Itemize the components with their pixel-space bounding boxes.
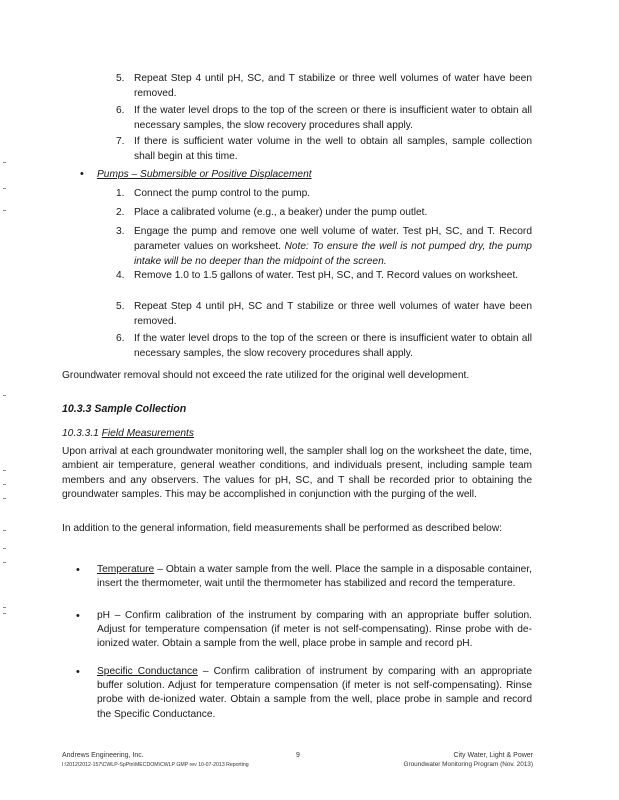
step-text-main: Engage the pump and remove one well volume of water. Test pH, SC, and T. Record parameter values on worksheet. [134,226,532,252]
removal-note: Groundwater removal should not exceed the rate utilized for the original well development. [62,370,470,381]
step-number: 1. [116,188,125,199]
scan-mark [3,470,6,471]
scan-mark [3,395,6,396]
footer-page-number: 9 [296,752,300,759]
bullet-icon: • [76,666,80,678]
bullet-icon: • [80,168,84,180]
scan-mark [3,607,6,608]
measurement-item [97,563,532,591]
step-text: If the water level drops to the top of the screen or there is insufficient water to obtain all necessary samples, the slow recovery procedures shall apply. [134,333,532,359]
bullet-icon: • [76,564,80,576]
scan-mark [3,562,6,563]
measurement-item [97,609,532,652]
scan-mark [3,210,6,211]
step-number: 4. [116,270,125,281]
step-number: 2. [116,207,125,218]
step-text: Remove 1.0 to 1.5 gallons of water. Test pH, SC, and T. Record values on worksheet. [134,270,519,281]
field-measurements-paragraph: Upon arrival at each groundwater monitoring well, the sampler shall log on the worksheet the date, time, ambient air temperature, general weather conditions, and individuals present, including sample team members and any observers. The values for pH, SC, and T shall be recorded prior to obtaining the groundwater samples. This may be accomplished in conjunction with the purging of the well. [62,446,532,501]
step-number: 3. [116,226,125,237]
footer-client: City Water, Light & Power [453,752,533,759]
subsection-heading [62,428,194,439]
footer-path: I:\2012\2012-157\CWLP-SpPtn\MECDOM\CWLP GMP rev 10-07-2013 Reporting [62,762,249,768]
step-note: Note: To ensure the well is not pumped dry, the pump intake will be no deeper than the midpoint of the screen. [134,241,532,267]
step-text: If the water level drops to the top of the screen or there is insufficient water to obtain all necessary samples, the slow recovery procedures shall apply. [134,105,532,131]
scan-mark [3,548,6,549]
scan-mark [3,484,6,485]
step-text: If there is sufficient water volume in the well to obtain all samples, sample collection shall begin at this time. [134,136,532,162]
step-text: Place a calibrated volume (e.g., a beaker) under the pump outlet. [134,207,428,218]
scan-mark [3,530,6,531]
subsection-number: 10.3.3.1 [62,428,99,439]
step-number: 6. [116,105,125,116]
step-text: Repeat Step 4 until pH, SC and T stabilize or three well volumes of water have been removed. [134,301,532,327]
subsection-title: Field Measurements [101,428,194,439]
measurement-text: – Confirm calibration of the instrument by comparing with an appropriate buffer solution. Adjust for temperature compensation (if meter is not self-compensating). Rinse probe with de-ionized water. Obtain a sample from the well, place probe in sample and record pH. [97,610,532,650]
step-text: Repeat Step 4 until pH, SC, and T stabilize or three well volumes of water have been removed. [134,73,532,99]
step-number: 7. [116,136,125,147]
footer-company: Andrews Engineering, Inc. [62,752,144,759]
measurement-text: – Confirm calibration of instrument by comparing with an appropriate buffer solution. Adjust for temperature compensation (if meter is not self-compensating). Rinse probe with de-ionized water. Obtain a sample from the well, place probe in sample and record the Specific Conductance. [97,666,532,720]
footer-program: Groundwater Monitoring Program (Nov. 2013) [403,761,533,768]
step-number: 6. [116,333,125,344]
bullet-icon: • [76,610,80,622]
section-heading: 10.3.3 Sample Collection [62,403,187,415]
measurement-label: Temperature [97,564,155,575]
measurement-label: Specific Conductance [97,666,198,677]
step-number: 5. [116,73,125,84]
scan-mark [3,613,6,614]
measurement-label: pH [97,610,111,621]
field-measurements-intro: In addition to the general information, field measurements shall be performed as described below: [62,523,503,534]
step-number: 5. [116,301,125,312]
measurement-item [97,665,532,722]
pumps-heading: Pumps – Submersible or Positive Displacement [97,169,312,180]
scan-mark [3,188,6,189]
step-text: Connect the pump control to the pump. [134,188,311,199]
scan-mark [3,162,6,163]
step-text [134,224,532,269]
scan-mark [3,498,6,499]
measurement-text: – Obtain a water sample from the well. Place the sample in a disposable container, insert the thermometer, wait until the thermometer has stabilized and record the temperature. [97,564,532,590]
